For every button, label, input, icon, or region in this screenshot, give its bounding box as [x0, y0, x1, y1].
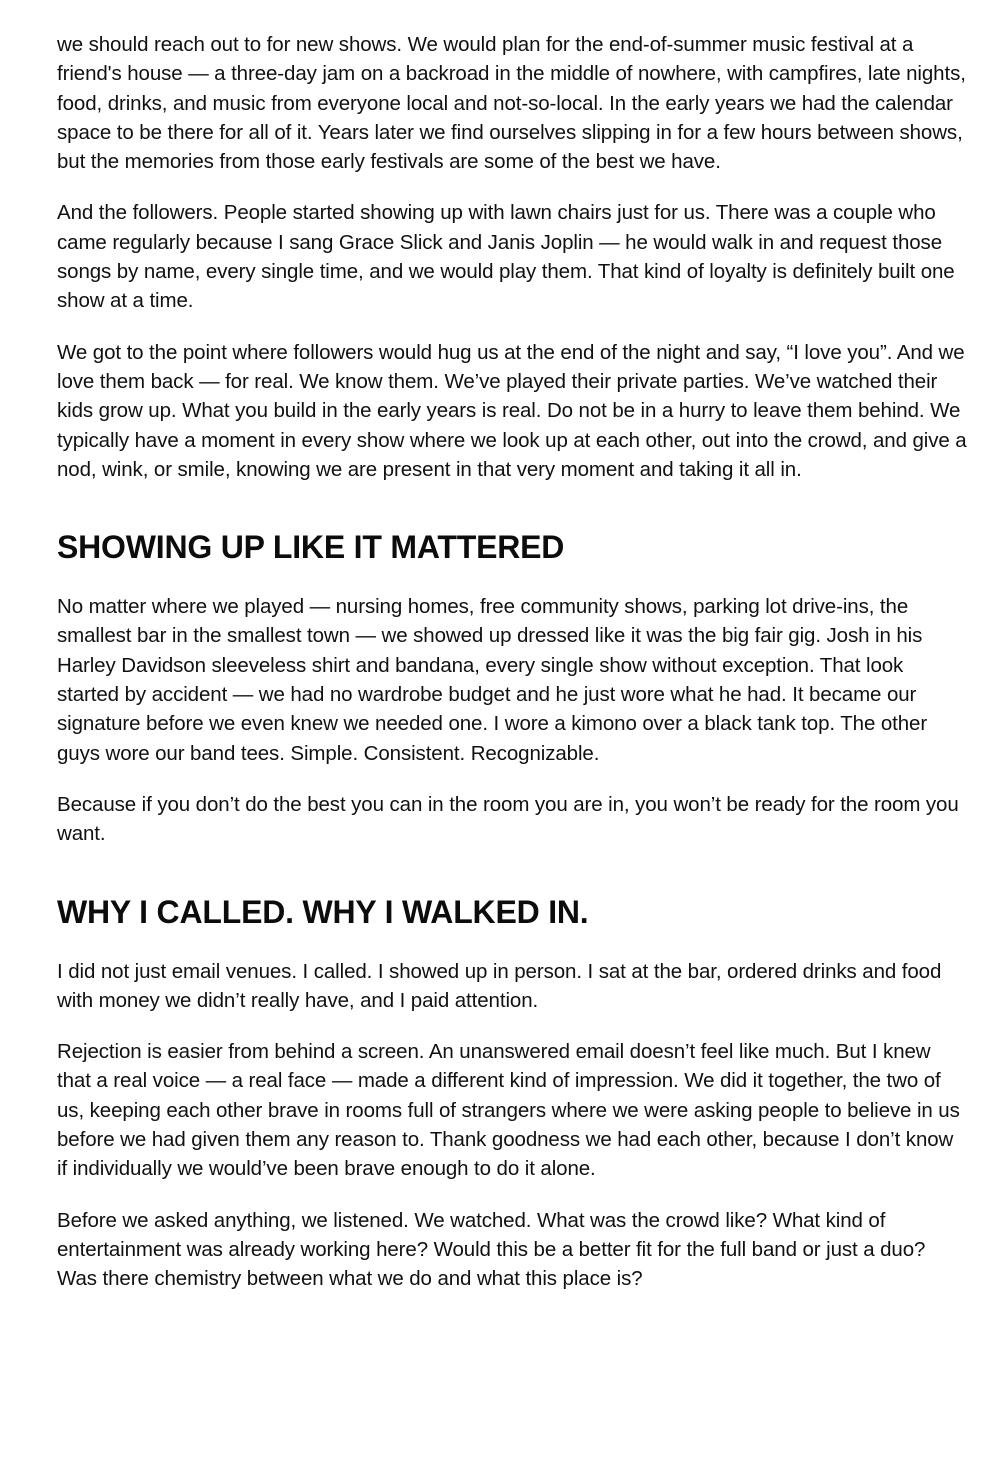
paragraph-followers: And the followers. People started showing up with lawn chairs just for us. There was a couple who came regularly because I sang Grace Slick and Janis Joplin — he would walk in and request those songs by name, every single time, and we would play them. That kind of loyalty is definitely built one show at a time.: [57, 201, 955, 313]
paragraph-room-you-want: Because if you don’t do the best you can in the room you are in, you won’t be ready for the room you want.: [57, 792, 959, 846]
paragraph-festival: we should reach out to for new shows. We would plan for the end-of-summer music festival at a friend's house — a three-day jam on a backroad in the middle of nowhere, with campfires, late nights, food, drinks, and music from everyone local and not-so-local. In the early years we had the calendar space to be there for all of it. Years later we find ourselves slipping in for a few hours between shows, but the memories from those early festivals are some of the best we have.: [57, 33, 966, 174]
paragraph-called-venues: I did not just email venues. I called. I showed up in person. I sat at the bar, ordered drinks and food with money we didn’t really have, and I paid attention.: [57, 959, 942, 1012]
section-heading-why-i-called: WHY I CALLED. WHY I WALKED IN.: [57, 893, 589, 930]
paragraph-dressed-up: No matter where we played — nursing homes, free community shows, parking lot drive-ins, the smallest bar in the smallest town — we showed up dressed like it was the big fair gig. Josh in his Harley Davidson sleeveless shirt and bandana, every single show without exception. That look started by accident — we had no wardrobe budget and he just wore what he had. It became our signature before we even knew we needed one. I wore a kimono over a black tank top. The other guys wore our band tees. Simple. Consistent. Recognizable.: [57, 595, 928, 765]
paragraph-listened: Before we asked anything, we listened. We watched. What was the crowd like? What kind of entertainment was already working here? Would this be a better fit for the full band or just a duo? Was there chemistry between what we do and what this place is?: [57, 1208, 926, 1291]
paragraph-rejection: Rejection is easier from behind a screen. An unanswered email doesn’t feel like much. But I knew that a real voice — a real face — made a different kind of impression. We did it together, the two of us, keeping each other brave in rooms full of strangers where we were asking people to believe in us before we had given them any reason to. Thank goodness we had each other, because I don’t know if individually we would’ve been brave enough to do it alone.: [57, 1040, 960, 1181]
section-heading-showing-up: SHOWING UP LIKE IT MATTERED: [57, 529, 565, 566]
paragraph-love-you: We got to the point where followers would hug us at the end of the night and say, “I love you”. And we love them back — for real. We know them. We’ve played their private parties. We’ve watched their kids grow up. What you build in the early years is real. Do not be in a hurry to leave them behind. We typically have a moment in every show where we look up at each other, out into the crowd, and give a nod, wink, or smile, knowing we are present in that very moment and taking it all in.: [57, 340, 967, 481]
